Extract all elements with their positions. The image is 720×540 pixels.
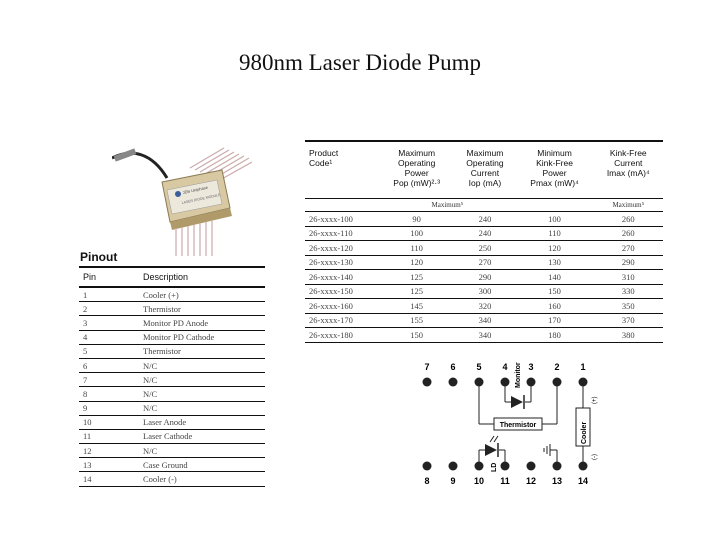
max-operating-power: 120 [379, 255, 454, 270]
pinout-pin: 3 [79, 316, 139, 330]
min-kink-free-power: 100 [516, 212, 594, 227]
pinout-row [79, 344, 265, 358]
header-text: Maximum [398, 148, 436, 158]
pinout-header-description: Description [139, 267, 265, 287]
product-row [305, 313, 663, 328]
max-operating-power: 100 [379, 226, 454, 241]
pinout-description: N/C [139, 444, 265, 458]
pinout-pin: 1 [79, 287, 139, 302]
pinout-description: Laser Cathode [139, 429, 265, 443]
product-table [305, 140, 663, 343]
kink-free-current: 350 [593, 299, 663, 314]
min-kink-free-power: 170 [516, 313, 594, 328]
product-row [305, 212, 663, 227]
pinout-pin: 4 [79, 330, 139, 344]
product-code: 26-xxxx-160 [305, 299, 379, 314]
pinout-row [79, 429, 265, 443]
max-operating-power: 110 [379, 241, 454, 256]
min-kink-free-power: 130 [516, 255, 594, 270]
pinout-description: Thermistor [139, 344, 265, 358]
product-code: 26-xxxx-110 [305, 226, 379, 241]
pinout-row [79, 287, 265, 302]
laser-module-photo [112, 138, 252, 260]
min-kink-free-power: 150 [516, 284, 594, 299]
pinout-description: Cooler (+) [139, 287, 265, 302]
product-code: 26-xxxx-170 [305, 313, 379, 328]
header-text: Iop (mA) [468, 178, 502, 188]
pinout-pin: 5 [79, 344, 139, 358]
header-text: Pmax (mW)⁴ [530, 178, 579, 188]
header-text: Power [542, 168, 567, 178]
cooler-label: Cooler [581, 421, 588, 444]
kink-free-current: 380 [593, 328, 663, 343]
pin-number: 11 [500, 476, 510, 486]
product-code: 26-xxxx-120 [305, 241, 379, 256]
max-operating-current: 340 [454, 313, 515, 328]
product-row [305, 255, 663, 270]
product-row [305, 284, 663, 299]
pin-number: 13 [551, 476, 563, 486]
pin-number: 10 [473, 476, 485, 486]
pinout-description: Cooler (-) [139, 472, 265, 486]
pinout-header-pin: Pin [79, 267, 139, 287]
pinout-description: N/C [139, 401, 265, 415]
thermistor-label: Thermistor [499, 422, 537, 429]
min-kink-free-power: 140 [516, 270, 594, 285]
max-operating-current: 340 [454, 328, 515, 343]
pinout-body [79, 287, 265, 486]
pin-number: 7 [424, 362, 430, 372]
pin-diagram [412, 358, 608, 490]
pinout-pin: 11 [79, 429, 139, 443]
max-operating-current: 270 [454, 255, 515, 270]
pin-dot [527, 462, 536, 471]
header-text: Code¹ [309, 158, 333, 168]
pinout-pin: 12 [79, 444, 139, 458]
pinout-pin: 8 [79, 387, 139, 401]
product-row [305, 241, 663, 256]
pinout-description: Monitor PD Cathode [139, 330, 265, 344]
product-row [305, 328, 663, 343]
header-text: Pop (mW)²·³ [393, 178, 441, 188]
min-kink-free-power: 120 [516, 241, 594, 256]
pinout-table [79, 266, 265, 487]
max-operating-power: 155 [379, 313, 454, 328]
pinout-row [79, 316, 265, 330]
max-operating-current: 250 [454, 241, 515, 256]
header-text: Kink-Free [536, 158, 573, 168]
kink-free-current: 330 [593, 284, 663, 299]
pinout-row [79, 444, 265, 458]
pinout-description: N/C [139, 387, 265, 401]
max-operating-power: 125 [379, 284, 454, 299]
page-title: 980nm Laser Diode Pump [238, 50, 482, 75]
header-min-kink-free-power [516, 141, 594, 199]
header-text: Current [470, 168, 500, 178]
max-operating-current: 240 [454, 212, 515, 227]
pinout-row [79, 401, 265, 415]
units-blank [516, 199, 594, 212]
pin-number: 2 [554, 362, 560, 372]
header-max-operating-current [454, 141, 515, 199]
product-code: 26-xxxx-100 [305, 212, 379, 227]
pinout-row [79, 373, 265, 387]
pin-number: 12 [525, 476, 537, 486]
max-operating-current: 240 [454, 226, 515, 241]
max-operating-power: 150 [379, 328, 454, 343]
pinout-row [79, 415, 265, 429]
max-operating-current: 320 [454, 299, 515, 314]
header-text: Maximum [466, 148, 504, 158]
pinout-description: Laser Anode [139, 415, 265, 429]
kink-free-current: 260 [593, 226, 663, 241]
pinout-row [79, 387, 265, 401]
pinout-row [79, 302, 265, 316]
pinout-row [79, 330, 265, 344]
pin-number: 3 [528, 362, 534, 372]
pinout-row [79, 358, 265, 372]
photo-label-text: LASER DIODE MODULE [181, 192, 221, 205]
pin-dot [423, 378, 432, 387]
pinout-row [79, 458, 265, 472]
pin-number: 9 [450, 476, 456, 486]
pinout-pin: 10 [79, 415, 139, 429]
pin-dot [449, 378, 458, 387]
max-operating-power: 90 [379, 212, 454, 227]
pinout-pin: 2 [79, 302, 139, 316]
kink-free-current: 260 [593, 212, 663, 227]
product-code: 26-xxxx-150 [305, 284, 379, 299]
kink-free-current: 290 [593, 255, 663, 270]
pinout-description: N/C [139, 373, 265, 387]
header-product-code [305, 141, 379, 199]
product-code: 26-xxxx-130 [305, 255, 379, 270]
pin-number: 5 [476, 362, 482, 372]
pinout-pin: 6 [79, 358, 139, 372]
product-code: 26-xxxx-180 [305, 328, 379, 343]
header-kink-free-current [593, 141, 663, 199]
product-code: 26-xxxx-140 [305, 270, 379, 285]
min-kink-free-power: 180 [516, 328, 594, 343]
min-kink-free-power: 160 [516, 299, 594, 314]
monitor-label: Monitor [515, 362, 522, 388]
header-text: Current [614, 158, 643, 168]
pin-number: 6 [450, 362, 456, 372]
product-row [305, 299, 663, 314]
pin-dot [423, 462, 432, 471]
product-table-body [305, 212, 663, 343]
pin-number: 4 [502, 362, 508, 372]
product-row [305, 226, 663, 241]
product-row [305, 270, 663, 285]
pinout-pin: 14 [79, 472, 139, 486]
cooler-plus-label: (+) [592, 396, 598, 404]
pin-number: 14 [577, 476, 589, 486]
photo-logo-text: JDS Uniphase [182, 184, 209, 195]
kink-free-current: 270 [593, 241, 663, 256]
header-text: Imax (mA)⁴ [606, 168, 650, 178]
pinout-description: Monitor PD Anode [139, 316, 265, 330]
header-text: Operating [466, 158, 504, 168]
pinout-row [79, 472, 265, 486]
pin-number: 1 [580, 362, 586, 372]
header-max-operating-power [379, 141, 454, 199]
units-blank [305, 199, 379, 212]
max-operating-power: 145 [379, 299, 454, 314]
pin-number: 8 [424, 476, 430, 486]
pinout-description: Case Ground [139, 458, 265, 472]
cooler-minus-label: (-) [592, 454, 598, 460]
pinout-description: Thermistor [139, 302, 265, 316]
max-operating-current: 300 [454, 284, 515, 299]
units-maximum-right: Maximum⁵ [593, 199, 663, 212]
header-text: Product [309, 148, 339, 158]
units-maximum-left: Maximum⁵ [379, 199, 516, 212]
pinout-description: N/C [139, 358, 265, 372]
ld-label: LD [491, 462, 498, 472]
pinout-pin: 7 [79, 373, 139, 387]
pinout-pin: 9 [79, 401, 139, 415]
kink-free-current: 370 [593, 313, 663, 328]
min-kink-free-power: 110 [516, 226, 594, 241]
pinout-title: Pinout [80, 250, 118, 264]
pin-dot [449, 462, 458, 471]
header-text: Kink-Free [609, 148, 647, 158]
max-operating-current: 290 [454, 270, 515, 285]
kink-free-current: 310 [593, 270, 663, 285]
header-text: Minimum [537, 148, 572, 158]
header-text: Operating [397, 158, 436, 168]
header-text: Power [404, 168, 429, 178]
max-operating-power: 125 [379, 270, 454, 285]
pinout-pin: 13 [79, 458, 139, 472]
